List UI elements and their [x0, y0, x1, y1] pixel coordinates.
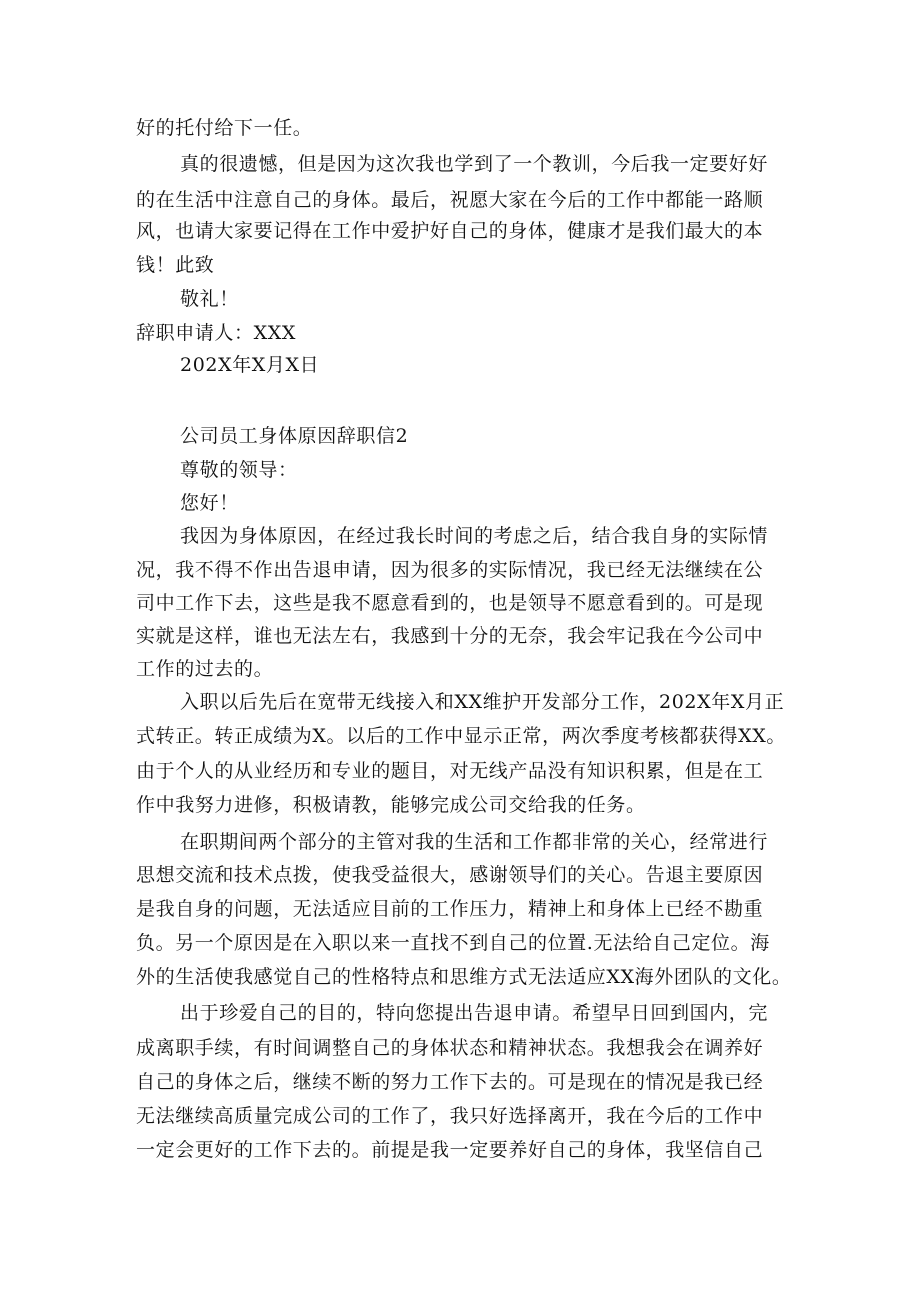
- paragraph-line: 出于珍爱自己的目的，特向您提出告退申请。希望早日回到国内，完: [180, 1002, 769, 1024]
- paragraph-line: 负。另一个原因是在入职以来一直找不到自己的位置.无法给自己定位。海: [136, 932, 770, 954]
- signature-date: 202X年X月X日: [180, 354, 320, 376]
- paragraph-line: 钱！此致: [136, 254, 215, 276]
- paragraph-line: 实就是这样，谁也无法左右，我感到十分的无奈，我会牢记我在今公司中: [136, 625, 764, 647]
- paragraph-line: 无法继续高质量完成公司的工作了，我只好选择离开，我在今后的工作中: [136, 1105, 764, 1127]
- paragraph-line: 是我自身的问题，无法适应目前的工作压力，精神上和身体上已经不勘重: [136, 898, 764, 920]
- paragraph-line: 作中我努力进修，积极请教，能够完成公司交给我的任务。: [136, 794, 646, 816]
- paragraph-line: 况，我不得不作出告退申请，因为很多的实际情况，我已经无法继续在公: [136, 559, 764, 581]
- letter-hello: 您好！: [180, 492, 239, 514]
- paragraph-line: 真的很遗憾，但是因为这次我也学到了一个教训，今后我一定要好好: [180, 153, 769, 175]
- paragraph-line: 外的生活使我感觉自己的性格特点和思维方式无法适应XX海外团队的文化。: [136, 966, 792, 988]
- paragraph-line: 的在生活中注意自己的身体。最后，祝愿大家在今后的工作中都能一路顺: [136, 189, 764, 211]
- paragraph-line: 入职以后先后在宽带无线接入和XX维护开发部分工作，202X年X月正: [180, 691, 785, 713]
- paragraph-line: 风，也请大家要记得在工作中爱护好自己的身体，健康才是我们最大的本: [136, 220, 764, 242]
- letter-greeting: 尊敬的领导：: [180, 459, 298, 481]
- paragraph-line: 成离职手续，有时间调整自己的身体状态和精神状态。我想我会在调养好: [136, 1037, 764, 1059]
- paragraph-line: 由于个人的从业经历和专业的题目，对无线产品没有知识积累，但是在工: [136, 760, 764, 782]
- paragraph-line: 我因为身体原因，在经过我长时间的考虑之后，结合我自身的实际情: [180, 525, 769, 547]
- salute-text: 敬礼！: [180, 288, 239, 310]
- paragraph-line: 式转正。转正成绩为X。以后的工作中显示正常，两次季度考核都获得XX。: [136, 725, 786, 747]
- paragraph-line: 在职期间两个部分的主管对我的生活和工作都非常的关心，经常进行: [180, 831, 769, 853]
- paragraph-line: 自己的身体之后，继续不断的努力工作下去的。可是现在的情况是我已经: [136, 1071, 764, 1093]
- paragraph-line: 司中工作下去，这些是我不愿意看到的，也是领导不愿意看到的。可是现: [136, 592, 764, 614]
- paragraph-line: 思想交流和技术点拨，使我受益很大，感谢领导们的关心。告退主要原因: [136, 864, 764, 886]
- paragraph-line: 一定会更好的工作下去的。前提是我一定要养好自己的身体，我坚信自己: [136, 1139, 764, 1161]
- paragraph-line: 好的托付给下一任。: [136, 117, 313, 139]
- applicant-signature: 辞职申请人：XXX: [136, 322, 296, 344]
- letter-title: 公司员工身体原因辞职信2: [180, 425, 409, 447]
- paragraph-line: 工作的过去的。: [136, 658, 274, 680]
